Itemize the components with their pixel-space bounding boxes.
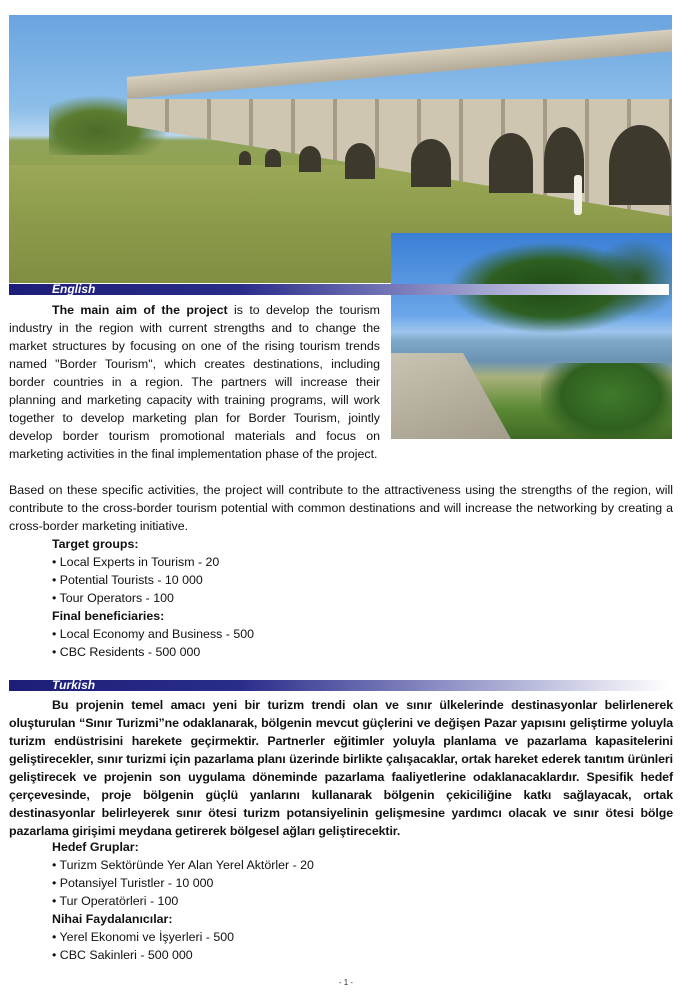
turkish-section-bar xyxy=(9,680,669,691)
list-item: • Local Experts in Tourism - 20 xyxy=(52,555,220,569)
bridge-arch xyxy=(345,143,375,179)
tree-decoration xyxy=(591,238,672,318)
english-groups-list xyxy=(52,535,254,661)
turkish-groups-list xyxy=(52,838,314,964)
turkish-paragraph: Bu projenin temel amacı yeni bir turizm trendi olan ve sınır ülkelerinde destinasyonlar belirlenerek oluşturulan “Sınır Turizmi”ne odaklanarak, bölgenin mevcut güçlerini ve değişen Pazar yapısını geliştirme yoluyla turizm endüstrisini harekete geçirmektir. Partnerler eğitimler yoluyla planlama ve pazarlama kapasitelerini geliştirecekler, sınır turizmi için pazarlama planı üzerinde birlikte çalışacaklar, ortak hareket ederek tanıtım ürünleri geliştirecek ve projenin son uygulama döneminde pazarlama faaliyetlerine odaklanacaklardır. Spesifik hedef çerçevesinde, proje bölgenin güçlü yanlarını kullanarak bölgenin çekiciliğine katkı sağlayacak, ortak destinasyonlar belirleyerek sınır ötesi turizm potansiyelinin gelişmesine yardımcı olacak ve sınır ötesi bölge pazarlama girişimi meydana getirerek bölgesel ağları geliştirecektir. xyxy=(9,698,673,838)
lake-photo xyxy=(391,233,672,439)
list-item: • Potential Tourists - 10 000 xyxy=(52,573,203,587)
bridge-arch xyxy=(609,125,671,205)
list-item: • Tur Operatörleri - 100 xyxy=(52,894,179,908)
turkish-section-label: Turkish xyxy=(52,678,96,692)
english-paragraph-2: Based on these specific activities, the project will contribute to the attractiveness using the strengths of the region, will contribute to the cross-border tourism potential with common destinations and will increase the networking by creating a cross-border marketing initiative. xyxy=(9,483,673,533)
final-beneficiaries-heading: Final beneficiaries: xyxy=(52,609,165,623)
bridge-arch xyxy=(411,139,451,187)
list-item: • Local Economy and Business - 500 xyxy=(52,627,255,641)
list-item: • Tour Operators - 100 xyxy=(52,591,174,605)
bridge-arch xyxy=(489,133,533,193)
bridge-deck xyxy=(127,28,672,99)
list-item: • Potansiyel Turistler - 10 000 xyxy=(52,876,214,890)
list-item: • CBC Residents - 500 000 xyxy=(52,645,201,659)
target-groups-heading: Target groups: xyxy=(52,537,139,551)
hedef-gruplar-heading: Hedef Gruplar: xyxy=(52,840,139,854)
list-item: • Yerel Ekonomi ve İşyerleri - 500 xyxy=(52,930,235,944)
person-figure xyxy=(574,175,582,215)
bridge-arch xyxy=(265,149,281,167)
english-intro-paragraph xyxy=(9,301,380,463)
bridge-arch xyxy=(239,151,251,165)
bush-decoration xyxy=(541,363,672,439)
bridge-arch xyxy=(299,146,321,172)
list-item: • Turizm Sektöründe Yer Alan Yerel Aktörler - 20 xyxy=(52,858,314,872)
path-decoration xyxy=(391,353,511,439)
nihai-faydalanicilar-heading: Nihai Faydalanıcılar: xyxy=(52,912,173,926)
list-item: • CBC Sakinleri - 500 000 xyxy=(52,948,193,962)
english-section-bar xyxy=(9,284,669,295)
lead-bold-text: The main aim of the project xyxy=(52,303,228,317)
lead-text: is to develop the tourism industry in the region with current strengths and to change the market structures by focusing on one of the rising tourism trends named "Border Tourism", which creates destinations, including border countries in a region. The partners will increase their planning and marketing capacity with training programs, will work together to develop marketing plan for Border Tourism, jointly develop border tourism promotional materials and focus on marketing activities in the final implementation phase of the project. xyxy=(9,303,381,461)
english-section-label: English xyxy=(52,282,96,296)
page-number: - 1 - xyxy=(338,978,354,987)
